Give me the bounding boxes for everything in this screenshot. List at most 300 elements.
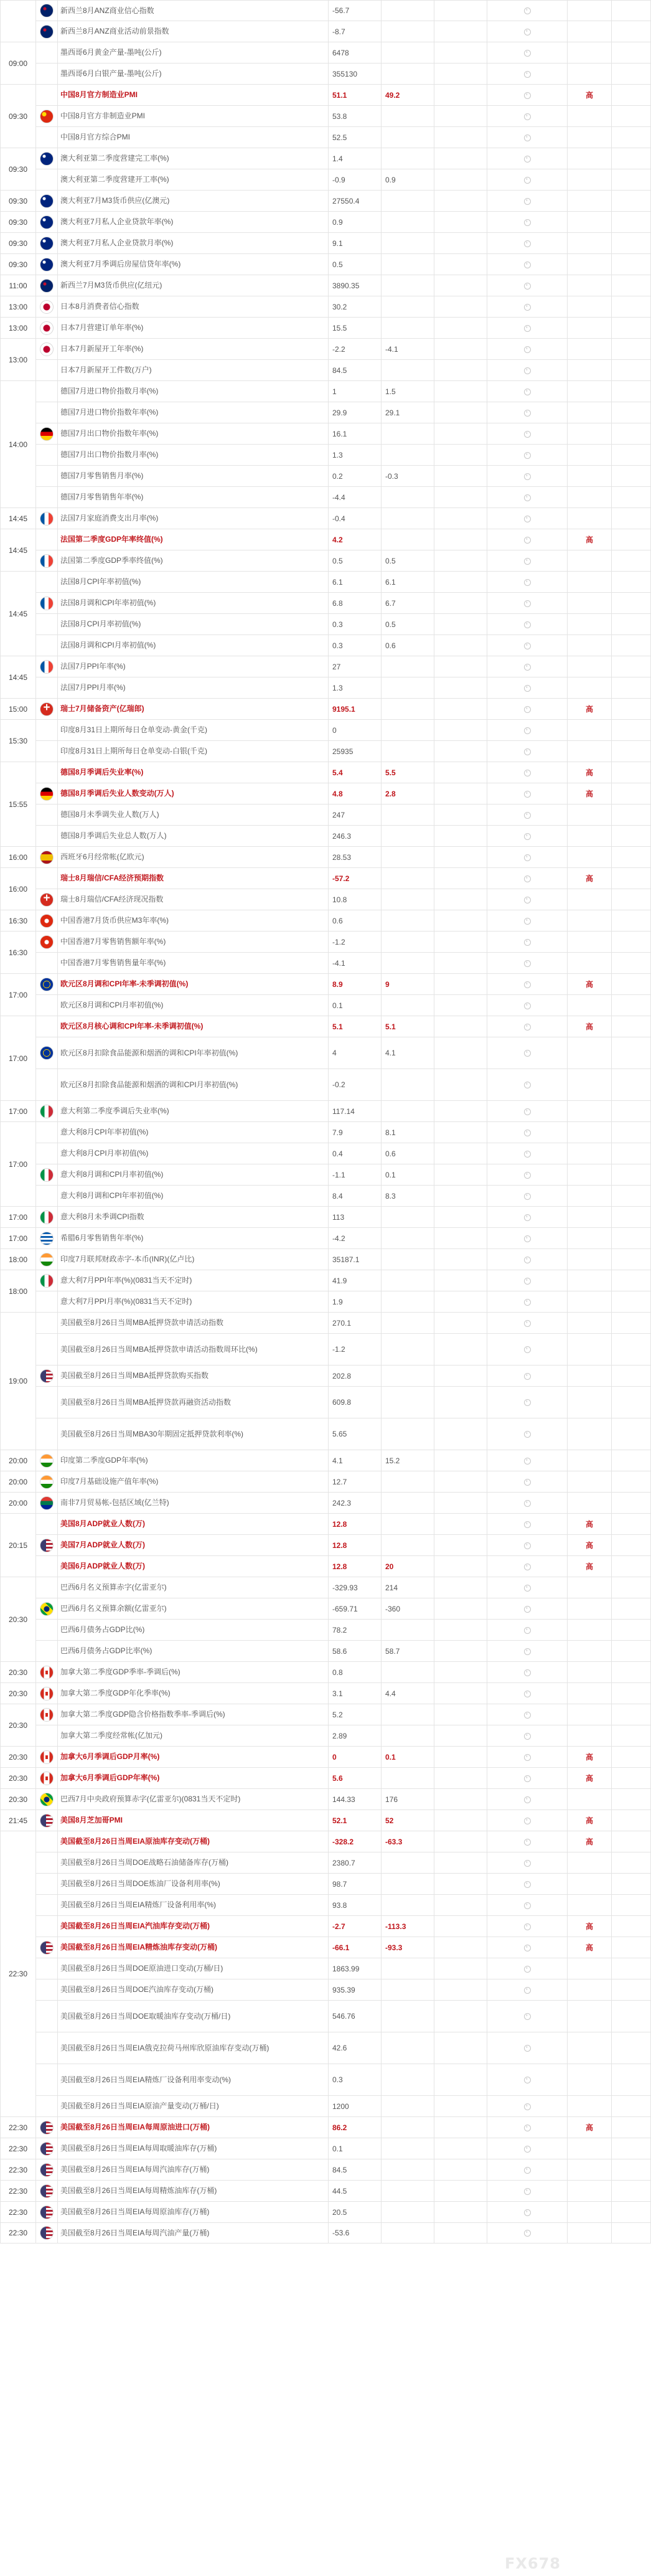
reminder-clock-icon[interactable] — [524, 1860, 531, 1867]
reminder-clock-icon[interactable] — [524, 918, 531, 925]
reminder-clock-icon[interactable] — [524, 1479, 531, 1486]
reminder-clock-icon[interactable] — [524, 71, 531, 78]
forecast-value — [382, 2202, 434, 2223]
reminder-clock-icon[interactable] — [524, 2167, 531, 2174]
reminder-cell — [487, 1228, 568, 1249]
empty-cell — [612, 1514, 651, 1535]
previous-value: 0.3 — [329, 635, 382, 656]
forecast-value: 2.8 — [382, 783, 434, 804]
reminder-clock-icon[interactable] — [524, 1796, 531, 1803]
table-row — [1, 1249, 651, 1270]
forecast-value: 0.1 — [382, 1747, 434, 1768]
actual-value — [434, 1270, 487, 1291]
reminder-clock-icon[interactable] — [524, 960, 531, 967]
actual-value — [434, 1069, 487, 1101]
reminder-clock-icon[interactable] — [524, 1542, 531, 1549]
country-flag-cell — [36, 318, 58, 339]
reminder-clock-icon[interactable] — [524, 1108, 531, 1115]
table-row — [1, 1493, 651, 1514]
event-name: 法国第二季度GDP年率终值(%) — [58, 529, 329, 550]
table-row — [1, 2001, 651, 2032]
previous-value: 86.2 — [329, 2117, 382, 2138]
reminder-clock-icon[interactable] — [524, 2077, 531, 2083]
flag-ch-icon — [40, 893, 54, 907]
importance-label: 高 — [568, 1535, 612, 1556]
table-row — [1, 21, 651, 42]
reminder-clock-icon[interactable] — [524, 1945, 531, 1951]
country-flag-cell — [36, 1450, 58, 1471]
event-name: 美国截至8月26日当周EIA每周取暖油库存(万桶) — [58, 2138, 329, 2159]
reminder-clock-icon[interactable] — [524, 579, 531, 586]
reminder-clock-icon[interactable] — [524, 1648, 531, 1655]
previous-value: 5.65 — [329, 1418, 382, 1450]
event-name: 印度7月联邦财政赤字-本币(INR)(亿卢比) — [58, 1249, 329, 1270]
reminder-clock-icon[interactable] — [524, 2209, 531, 2216]
previous-value: 0.3 — [329, 2064, 382, 2096]
reminder-clock-icon[interactable] — [524, 1585, 531, 1592]
forecast-value: 0.6 — [382, 635, 434, 656]
importance-label — [568, 677, 612, 699]
reminder-clock-icon[interactable] — [524, 1373, 531, 1380]
actual-value — [434, 1937, 487, 1958]
table-row — [1, 1016, 651, 1037]
reminder-clock-icon[interactable] — [524, 981, 531, 988]
reminder-clock-icon[interactable] — [524, 304, 531, 311]
reminder-clock-icon[interactable] — [524, 50, 531, 57]
reminder-clock-icon[interactable] — [524, 29, 531, 35]
reminder-clock-icon[interactable] — [524, 1500, 531, 1507]
flag-au-icon — [40, 215, 54, 229]
reminder-clock-icon[interactable] — [524, 1521, 531, 1528]
event-name: 欧元区8月调和CPI月率初值(%) — [58, 995, 329, 1016]
empty-cell — [612, 868, 651, 889]
reminder-clock-icon[interactable] — [524, 7, 531, 14]
reminder-cell — [487, 1270, 568, 1291]
reminder-clock-icon[interactable] — [524, 1399, 531, 1406]
reminder-clock-icon[interactable] — [524, 2103, 531, 2110]
reminder-clock-icon[interactable] — [524, 1923, 531, 1930]
table-row — [1, 2096, 651, 2117]
reminder-clock-icon[interactable] — [524, 537, 531, 544]
reminder-clock-icon[interactable] — [524, 1024, 531, 1031]
empty-cell — [612, 2117, 651, 2138]
table-row — [1, 741, 651, 762]
reminder-clock-icon[interactable] — [524, 1431, 531, 1438]
actual-value — [434, 656, 487, 677]
reminder-clock-icon[interactable] — [524, 1193, 531, 1200]
reminder-clock-icon[interactable] — [524, 1320, 531, 1327]
reminder-clock-icon[interactable] — [524, 1235, 531, 1242]
forecast-value — [382, 932, 434, 953]
forecast-value — [382, 2096, 434, 2117]
country-flag-cell — [36, 1514, 58, 1535]
country-flag-cell — [36, 1, 58, 21]
forecast-value — [382, 1249, 434, 1270]
flag-jp-icon — [40, 321, 54, 335]
flag-us-icon — [40, 2206, 54, 2219]
reminder-clock-icon[interactable] — [524, 177, 531, 184]
importance-label — [568, 127, 612, 148]
table-row — [1, 1683, 651, 1704]
reminder-clock-icon[interactable] — [524, 1257, 531, 1263]
forecast-value: -93.3 — [382, 1937, 434, 1958]
previous-value: 44.5 — [329, 2181, 382, 2202]
reminder-clock-icon[interactable] — [524, 1839, 531, 1846]
forecast-value — [382, 212, 434, 233]
country-flag-cell — [36, 1291, 58, 1313]
reminder-clock-icon[interactable] — [524, 1458, 531, 1465]
reminder-cell — [487, 1122, 568, 1143]
reminder-clock-icon[interactable] — [524, 664, 531, 671]
actual-value — [434, 593, 487, 614]
empty-cell — [612, 360, 651, 381]
reminder-clock-icon[interactable] — [524, 240, 531, 247]
table-row — [1, 762, 651, 783]
reminder-clock-icon[interactable] — [524, 812, 531, 819]
actual-value — [434, 847, 487, 868]
reminder-clock-icon[interactable] — [524, 1130, 531, 1136]
actual-value — [434, 360, 487, 381]
previous-value: 144.33 — [329, 1789, 382, 1810]
previous-value: 30.2 — [329, 296, 382, 318]
importance-label — [568, 1249, 612, 1270]
reminder-cell — [487, 85, 568, 106]
forecast-value: 4.1 — [382, 1037, 434, 1069]
flag-hk-icon — [40, 935, 54, 949]
empty-cell — [612, 1471, 651, 1493]
reminder-clock-icon[interactable] — [524, 2146, 531, 2153]
event-name: 印度第二季度GDP年率(%) — [58, 1450, 329, 1471]
reminder-clock-icon[interactable] — [524, 875, 531, 882]
importance-label — [568, 487, 612, 508]
reminder-clock-icon[interactable] — [524, 833, 531, 840]
reminder-clock-icon[interactable] — [524, 325, 531, 332]
reminder-clock-icon[interactable] — [524, 516, 531, 522]
actual-value — [434, 212, 487, 233]
empty-cell — [612, 2138, 651, 2159]
reminder-clock-icon[interactable] — [524, 198, 531, 205]
table-row — [1, 402, 651, 423]
reminder-clock-icon[interactable] — [524, 452, 531, 459]
country-flag-cell — [36, 868, 58, 889]
reminder-clock-icon[interactable] — [524, 1003, 531, 1009]
reminder-clock-icon[interactable] — [524, 600, 531, 607]
reminder-clock-icon[interactable] — [524, 92, 531, 99]
reminder-cell — [487, 339, 568, 360]
country-flag-cell — [36, 1016, 58, 1037]
empty-cell — [612, 2223, 651, 2243]
forecast-value — [382, 1514, 434, 1535]
reminder-clock-icon[interactable] — [524, 939, 531, 946]
event-name: 澳大利亚7月季调后房屋信贷年率(%) — [58, 254, 329, 275]
country-flag-cell — [36, 2159, 58, 2181]
forecast-value — [382, 1620, 434, 1641]
reminder-clock-icon[interactable] — [524, 2045, 531, 2052]
empty-cell — [612, 339, 651, 360]
reminder-clock-icon[interactable] — [524, 262, 531, 268]
reminder-clock-icon[interactable] — [524, 685, 531, 692]
reminder-clock-icon[interactable] — [524, 1214, 531, 1221]
reminder-cell — [487, 910, 568, 932]
reminder-clock-icon[interactable] — [524, 113, 531, 120]
country-flag-cell — [36, 1313, 58, 1334]
reminder-clock-icon[interactable] — [524, 1627, 531, 1634]
country-flag-cell — [36, 1334, 58, 1366]
previous-value: 28.53 — [329, 847, 382, 868]
reminder-clock-icon[interactable] — [524, 1754, 531, 1761]
event-time: 17:00 — [1, 1122, 36, 1207]
empty-cell — [612, 1768, 651, 1789]
table-row — [1, 1069, 651, 1101]
forecast-value — [382, 2138, 434, 2159]
previous-value: -66.1 — [329, 1937, 382, 1958]
reminder-cell — [487, 1069, 568, 1101]
previous-value: 0.4 — [329, 1143, 382, 1164]
forecast-value: 1.5 — [382, 381, 434, 402]
reminder-cell — [487, 847, 568, 868]
table-row — [1, 233, 651, 254]
importance-label — [568, 402, 612, 423]
reminder-clock-icon[interactable] — [524, 1881, 531, 1888]
reminder-clock-icon[interactable] — [524, 134, 531, 141]
table-row — [1, 191, 651, 212]
reminder-clock-icon[interactable] — [524, 1564, 531, 1570]
importance-label — [568, 1725, 612, 1747]
importance-label — [568, 2202, 612, 2223]
reminder-clock-icon[interactable] — [524, 791, 531, 798]
country-flag-cell — [36, 1598, 58, 1620]
reminder-clock-icon[interactable] — [524, 854, 531, 861]
reminder-clock-icon[interactable] — [524, 1278, 531, 1285]
country-flag-cell — [36, 1493, 58, 1514]
reminder-clock-icon[interactable] — [524, 367, 531, 374]
event-name: 欧元区8月核心调和CPI年率-未季调初值(%) — [58, 1016, 329, 1037]
reminder-clock-icon[interactable] — [524, 2013, 531, 2020]
country-flag-cell — [36, 1725, 58, 1747]
reminder-clock-icon[interactable] — [524, 410, 531, 417]
reminder-clock-icon[interactable] — [524, 770, 531, 776]
empty-cell — [612, 275, 651, 296]
flag-jp-icon — [40, 300, 54, 314]
reminder-clock-icon[interactable] — [524, 897, 531, 903]
table-row — [1, 2159, 651, 2181]
reminder-clock-icon[interactable] — [524, 643, 531, 649]
reminder-clock-icon[interactable] — [524, 494, 531, 501]
event-name: 印度8月31日上期所每日仓单变动-黄金(千克) — [58, 720, 329, 741]
forecast-value — [382, 1895, 434, 1916]
reminder-clock-icon[interactable] — [524, 346, 531, 353]
importance-label: 高 — [568, 1937, 612, 1958]
event-name: 美国截至8月26日当周EIA每周精炼油库存(万桶) — [58, 2181, 329, 2202]
reminder-clock-icon[interactable] — [524, 1606, 531, 1613]
reminder-clock-icon[interactable] — [524, 727, 531, 734]
previous-value: 4.2 — [329, 529, 382, 550]
forecast-value: -360 — [382, 1598, 434, 1620]
country-flag-cell — [36, 1958, 58, 1979]
forecast-value: 5.5 — [382, 762, 434, 783]
country-flag-cell — [36, 466, 58, 487]
reminder-clock-icon[interactable] — [524, 156, 531, 163]
empty-cell — [612, 487, 651, 508]
empty-cell — [612, 656, 651, 677]
previous-value: 52.1 — [329, 1810, 382, 1831]
reminder-clock-icon[interactable] — [524, 1818, 531, 1824]
country-flag-cell — [36, 212, 58, 233]
event-name: 法国8月CPI月率初值(%) — [58, 614, 329, 635]
reminder-clock-icon[interactable] — [524, 2125, 531, 2131]
reminder-cell — [487, 1, 568, 21]
table-row — [1, 1228, 651, 1249]
country-flag-cell — [36, 720, 58, 741]
reminder-clock-icon[interactable] — [524, 1775, 531, 1782]
empty-cell — [612, 974, 651, 995]
empty-cell — [612, 1958, 651, 1979]
country-flag-cell — [36, 508, 58, 529]
empty-cell — [612, 21, 651, 42]
reminder-cell — [487, 296, 568, 318]
importance-label — [568, 550, 612, 572]
reminder-cell — [487, 1662, 568, 1683]
empty-cell — [612, 572, 651, 593]
reminder-cell — [487, 169, 568, 191]
reminder-cell — [487, 148, 568, 169]
previous-value: 935.39 — [329, 1979, 382, 2001]
reminder-clock-icon[interactable] — [524, 748, 531, 755]
country-flag-cell — [36, 1620, 58, 1641]
country-flag-cell — [36, 21, 58, 42]
reminder-clock-icon[interactable] — [524, 1902, 531, 1909]
event-name: 日本7月营建订单年率(%) — [58, 318, 329, 339]
event-name: 希腊6月零售销售年率(%) — [58, 1228, 329, 1249]
event-time: 17:00 — [1, 1101, 36, 1122]
reminder-cell — [487, 826, 568, 847]
actual-value — [434, 1662, 487, 1683]
actual-value — [434, 1122, 487, 1143]
actual-value — [434, 64, 487, 85]
table-row — [1, 423, 651, 445]
flag-it-icon — [40, 1105, 54, 1118]
flag-es-icon — [40, 851, 54, 864]
reminder-clock-icon[interactable] — [524, 219, 531, 226]
event-time: 16:30 — [1, 932, 36, 974]
forecast-value — [382, 21, 434, 42]
reminder-clock-icon[interactable] — [524, 1691, 531, 1697]
reminder-clock-icon[interactable] — [524, 1346, 531, 1353]
actual-value — [434, 720, 487, 741]
country-flag-cell — [36, 445, 58, 466]
actual-value — [434, 1016, 487, 1037]
country-flag-cell — [36, 1831, 58, 1852]
reminder-clock-icon[interactable] — [524, 389, 531, 395]
importance-label — [568, 1291, 612, 1313]
actual-value — [434, 1598, 487, 1620]
reminder-clock-icon[interactable] — [524, 1733, 531, 1740]
table-row — [1, 254, 651, 275]
table-row — [1, 296, 651, 318]
country-flag-cell — [36, 1418, 58, 1450]
event-name: 墨西哥6月白银产量-墨吨(公斤) — [58, 64, 329, 85]
reminder-clock-icon[interactable] — [524, 1050, 531, 1057]
country-flag-cell — [36, 847, 58, 868]
importance-label — [568, 1228, 612, 1249]
actual-value — [434, 1852, 487, 1874]
forecast-value — [382, 868, 434, 889]
country-flag-cell — [36, 254, 58, 275]
event-name: 中国香港7月货币供应M3年率(%) — [58, 910, 329, 932]
flag-de-icon — [40, 787, 54, 801]
reminder-cell — [487, 868, 568, 889]
event-name: 意大利第二季度季调后失业率(%) — [58, 1101, 329, 1122]
reminder-clock-icon[interactable] — [524, 2230, 531, 2237]
event-name: 意大利7月PPI月率(%)(0831当天不定时) — [58, 1291, 329, 1313]
reminder-clock-icon[interactable] — [524, 1712, 531, 1719]
empty-cell — [612, 1143, 651, 1164]
reminder-clock-icon[interactable] — [524, 706, 531, 713]
previous-value: 113 — [329, 1207, 382, 1228]
empty-cell — [612, 550, 651, 572]
actual-value — [434, 572, 487, 593]
event-time: 20:00 — [1, 1471, 36, 1493]
country-flag-cell — [36, 1471, 58, 1493]
reminder-clock-icon[interactable] — [524, 473, 531, 480]
reminder-clock-icon[interactable] — [524, 1966, 531, 1973]
reminder-clock-icon[interactable] — [524, 1669, 531, 1676]
importance-label: 高 — [568, 1768, 612, 1789]
importance-label: 高 — [568, 1916, 612, 1937]
reminder-clock-icon[interactable] — [524, 1987, 531, 1994]
reminder-clock-icon[interactable] — [524, 1082, 531, 1088]
flag-us-icon — [40, 2226, 54, 2240]
event-name: 美国截至8月26日当周EIA每周汽油库存(万桶) — [58, 2159, 329, 2181]
reminder-clock-icon[interactable] — [524, 1299, 531, 1306]
reminder-clock-icon[interactable] — [524, 621, 531, 628]
reminder-clock-icon[interactable] — [524, 1172, 531, 1179]
reminder-clock-icon[interactable] — [524, 431, 531, 438]
actual-value — [434, 783, 487, 804]
forecast-value: 52 — [382, 1810, 434, 1831]
flag-us-icon — [40, 1369, 54, 1383]
empty-cell — [612, 423, 651, 445]
previous-value: -659.71 — [329, 1598, 382, 1620]
importance-label: 高 — [568, 783, 612, 804]
previous-value: 0.1 — [329, 2138, 382, 2159]
reminder-clock-icon[interactable] — [524, 1151, 531, 1158]
empty-cell — [612, 148, 651, 169]
event-name: 法国8月调和CPI月率初值(%) — [58, 635, 329, 656]
previous-value: 20.5 — [329, 2202, 382, 2223]
reminder-clock-icon[interactable] — [524, 2188, 531, 2195]
forecast-value — [382, 1958, 434, 1979]
event-time: 17:00 — [1, 1228, 36, 1249]
actual-value — [434, 2117, 487, 2138]
reminder-clock-icon[interactable] — [524, 283, 531, 290]
actual-value — [434, 1641, 487, 1662]
actual-value — [434, 1725, 487, 1747]
forecast-value — [382, 910, 434, 932]
event-time: 19:00 — [1, 1313, 36, 1450]
actual-value — [434, 1207, 487, 1228]
previous-value: 84.5 — [329, 2159, 382, 2181]
table-row — [1, 1, 651, 21]
importance-label — [568, 64, 612, 85]
empty-cell — [612, 699, 651, 720]
reminder-cell — [487, 1164, 568, 1186]
reminder-clock-icon[interactable] — [524, 558, 531, 565]
country-flag-cell — [36, 2138, 58, 2159]
table-row — [1, 614, 651, 635]
actual-value — [434, 762, 487, 783]
empty-cell — [612, 1069, 651, 1101]
